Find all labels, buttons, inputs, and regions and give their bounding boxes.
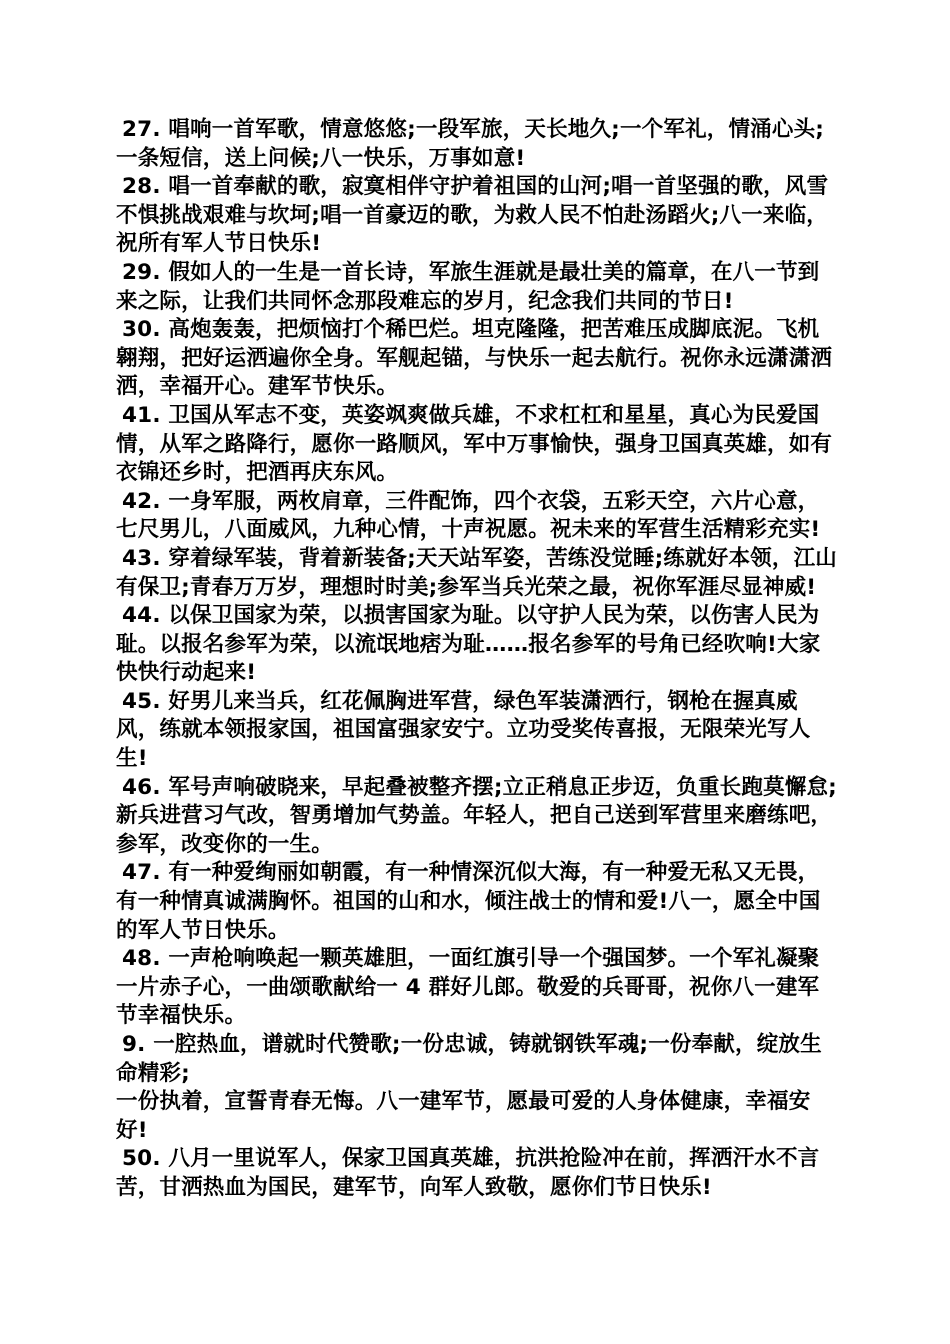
paragraph-28 xyxy=(116,173,838,259)
paragraph-50 xyxy=(116,1145,838,1202)
paragraph-45 xyxy=(116,688,838,774)
paragraph-text: 47. 有一种爱绚丽如朝霞，有一种情深沉似大海，有一种爱无私又无畏，有一种情真诚满胸怀。祖国的山和水，倾注战士的情和爱!八一，愿全中国的军人节日快乐。 xyxy=(116,860,821,943)
paragraph-42 xyxy=(116,488,838,545)
paragraph-30 xyxy=(116,316,838,402)
paragraph-text: 46. 军号声响破晓来，早起叠被整齐摆;立正稍息正步迈，负重长跑莫懈怠;新兵进营习气改，智勇增加气势盖。年轻人，把自己送到军营里来磨练吧，参军，改变你的一生。 xyxy=(116,774,837,857)
paragraph-text: 27. 唱响一首军歌，情意悠悠;一段军旅，天长地久;一个军礼，情涌心头;一条短信，送上问候;八一快乐，万事如意! xyxy=(116,117,825,171)
paragraph-text: 45. 好男儿来当兵，红花佩胸进军营，绿色军装潇洒行，钢枪在握真威风，练就本领报家国，祖国富强家安宁。立功受奖传喜报，无限荣光写人生! xyxy=(116,688,811,772)
paragraph-text: 43. 穿着绿军装，背着新装备;天天站军姿，苦练没觉睡;练就好本领，江山有保卫;青春万万岁，理想时时美;参军当兵光荣之最，祝你军涯尽显神威! xyxy=(116,545,837,600)
paragraph-41 xyxy=(116,402,838,488)
paragraph-text: 9. 一腔热血，谱就时代赞歌;一份忠诚，铸就钢铁军魂;一份奉献，绽放生命精彩; xyxy=(116,1032,822,1086)
paragraph-9 xyxy=(116,1031,838,1088)
paragraph-text: 30. 高炮轰轰，把烦恼打个稀巴烂。坦克隆隆，把苦难压成脚底泥。飞机翱翔，把好运洒遍你全身。军舰起锚，与快乐一起去航行。祝你永远潇潇洒洒，幸福开心。建军节快乐。 xyxy=(116,317,833,400)
paragraph-text: 41. 卫国从军志不变，英姿飒爽做兵雄，不求杠杠和星星，真心为民爱国情，从军之路降行，愿你一路顺风，军中万事愉快，强身卫国真英雄，如有衣锦还乡时，把酒再庆东风。 xyxy=(116,402,833,486)
paragraph-text: 48. 一声枪响唤起一颗英雄胆，一面红旗引导一个强国梦。一个军礼凝聚一片赤子心，一曲颂歌献给一 4 群好儿郎。敬爱的兵哥哥，祝你八一建军节幸福快乐。 xyxy=(116,946,820,1029)
paragraph-text: 50. 八月一里说军人，保家卫国真英雄，抗洪抢险冲在前，挥洒汗水不言苦，甘洒热血为国民，建军节，向军人致敬，愿你们节日快乐! xyxy=(116,1146,820,1200)
document-body xyxy=(116,116,838,1203)
paragraph-text: 一份执着，宣誓青春无悔。八一建军节，愿最可爱的人身体健康，幸福安好! xyxy=(116,1089,811,1143)
paragraph-48 xyxy=(116,945,838,1031)
paragraph-text: 44. 以保卫国家为荣，以损害国家为耻。以守护人民为荣，以伤害人民为耻。以报名参军为荣，以流氓地痞为耻……报名参军的号角已经吹响!大家快快行动起来! xyxy=(116,603,821,686)
paragraph-text: 29. 假如人的一生是一首长诗，军旅生涯就是最壮美的篇章，在八一节到来之际，让我们共同怀念那段难忘的岁月，纪念我们共同的节日! xyxy=(116,259,820,314)
paragraph-44 xyxy=(116,602,838,688)
paragraph-text: 28. 唱一首奉献的歌，寂寞相伴守护着祖国的山河;唱一首坚强的歌，风雪不惧挑战艰难与坎坷;唱一首豪迈的歌，为救人民不怕赴汤蹈火;八一来临，祝所有军人节日快乐! xyxy=(116,174,829,257)
paragraph-47 xyxy=(116,859,838,945)
paragraph-43 xyxy=(116,545,838,602)
paragraph-9-continued xyxy=(116,1088,838,1145)
paragraph-27 xyxy=(116,116,838,173)
paragraph-text: 42. 一身军服，两枚肩章，三件配饰，四个衣袋，五彩天空，六片心意，七尺男儿，八面威风，九种心情，十声祝愿。祝未来的军营生活精彩充实! xyxy=(116,488,821,543)
paragraph-29 xyxy=(116,259,838,316)
paragraph-46 xyxy=(116,774,838,860)
